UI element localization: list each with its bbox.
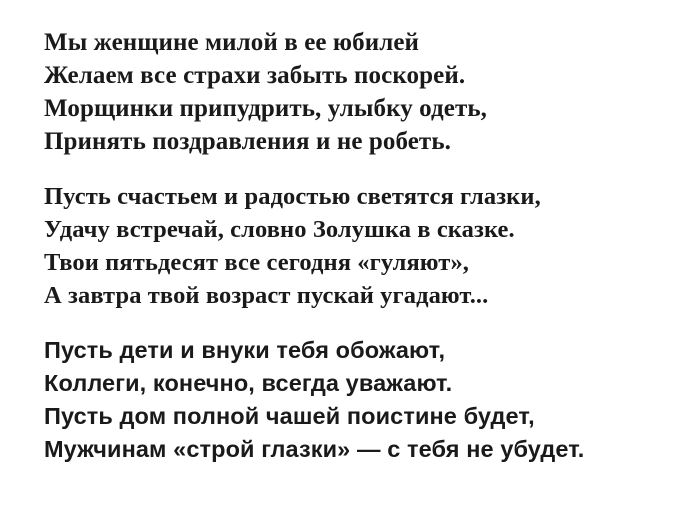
poem-line: Принять поздравления и не робеть. bbox=[44, 128, 451, 155]
poem-line: Мы женщине милой в ее юбилей bbox=[44, 29, 420, 56]
poem-line: Мужчинам «строй глазки» — с тебя не убудет. bbox=[44, 436, 585, 462]
poem-line: Желаем все страхи забыть поскорей. bbox=[44, 62, 466, 89]
poem-line: Морщинки припудрить, улыбку одеть, bbox=[44, 95, 488, 122]
poem-line: Коллеги, конечно, всегда уважают. bbox=[44, 370, 453, 396]
poem-line: Пусть дом полной чашей поистине будет, bbox=[44, 403, 535, 429]
poem-stanza bbox=[44, 26, 670, 158]
poem-line: Пусть дети и внуки тебя обожают, bbox=[44, 337, 446, 363]
poem-line: Удачу встречай, словно Золушка в сказке. bbox=[44, 216, 515, 243]
poem-line: Твои пятьдесят все сегодня «гуляют», bbox=[44, 249, 470, 276]
poem-line: Пусть счастьем и радостью светятся глазки, bbox=[44, 183, 541, 210]
poem-line: А завтра твой возраст пускай угадают... bbox=[44, 282, 489, 309]
poem-stanza bbox=[44, 334, 670, 466]
poem-stanza bbox=[44, 180, 670, 312]
